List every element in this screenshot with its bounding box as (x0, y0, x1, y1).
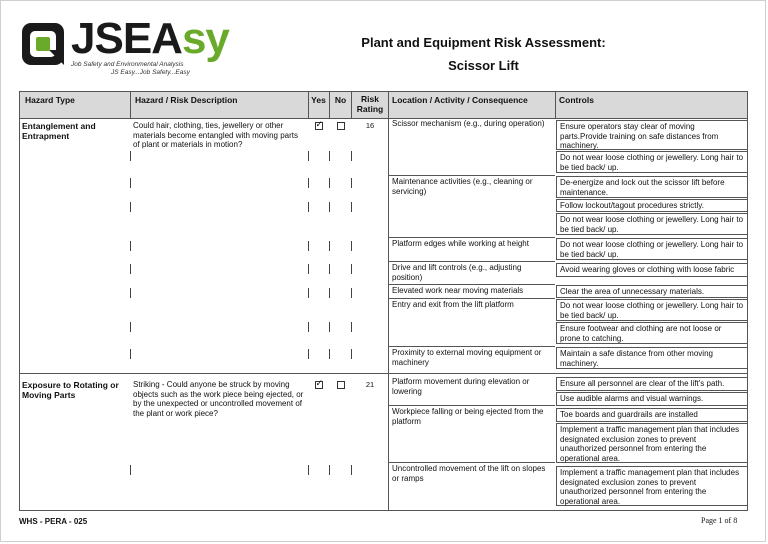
row-marker (308, 288, 309, 298)
header-no: No (334, 95, 347, 105)
column-divider (329, 92, 330, 118)
control-cell: Clear the area of unnecessary materials. (556, 285, 748, 298)
control-cell: Follow lockout/tagout procedures strictly. (556, 199, 748, 212)
row-marker (130, 202, 131, 212)
row-marker (130, 465, 131, 475)
control-cell: Do not wear loose clothing or jewellery. Long hair to be tied back/ up. (556, 213, 748, 235)
row-marker (351, 349, 352, 359)
risk-rating-rotating-parts: 21 (365, 380, 375, 389)
row-marker (130, 264, 131, 274)
document-code: WHS - PERA - 025 (19, 517, 88, 526)
document-title: Plant and Equipment Risk Assessment: (361, 35, 606, 50)
hazard-description-rotating-parts: Striking - Could anyone be struck by moving objects such as the work piece being ejected, or by the unexpected or uncontrolled movement of the plant or work piece? (133, 380, 304, 418)
column-divider (555, 92, 556, 118)
hazard-type-rotating-parts: Exposure to Rotating or Moving Parts (22, 380, 119, 400)
row-marker (351, 264, 352, 274)
risk-assessment-table (19, 91, 748, 511)
control-cell: Do not wear loose clothing or jewellery. Long hair to be tied back/ up. (556, 238, 748, 260)
row-marker (308, 178, 309, 188)
row-marker (351, 202, 352, 212)
location-cell: Scissor mechanism (e.g., during operation) (392, 119, 545, 128)
company-logo (19, 14, 229, 78)
row-marker (351, 241, 352, 251)
document-subtitle: Scissor Lift (448, 58, 519, 73)
control-cell: Use audible alarms and visual warnings. (556, 392, 748, 406)
row-marker (351, 288, 352, 298)
row-marker (351, 465, 352, 475)
row-marker (351, 322, 352, 332)
row-marker (130, 151, 131, 161)
location-cell: Uncontrolled movement of the lift on slopes or ramps (389, 462, 555, 510)
row-marker (329, 465, 330, 475)
row-marker (351, 178, 352, 188)
row-marker (329, 202, 330, 212)
location-cell: Maintenance activities (e.g., cleaning or servicing) (389, 175, 555, 237)
row-marker (308, 264, 309, 274)
logo-wordmark: JSEAsy (71, 14, 229, 63)
control-cell: Maintain a safe distance from other moving machinery. (556, 347, 748, 369)
row-marker (308, 151, 309, 161)
row-marker (308, 202, 309, 212)
header-hazard-type: Hazard Type (25, 95, 75, 105)
column-divider (130, 92, 131, 118)
header-controls: Controls (559, 95, 594, 105)
row-marker (329, 151, 330, 161)
header-risk-rating: Risk Rating (356, 94, 384, 114)
column-divider (308, 92, 309, 118)
column-divider (388, 92, 389, 118)
yes-checkbox-entanglement[interactable] (315, 122, 323, 130)
control-cell: Ensure operators stay clear of moving parts.Provide training on safe distances from machinery. (556, 120, 748, 150)
row-marker (329, 264, 330, 274)
row-marker (308, 322, 309, 332)
hazard-separator (20, 373, 747, 374)
logo-slogan: JS Easy...Job Safety...Easy (111, 69, 190, 76)
control-cell: Do not wear loose clothing or jewellery. Long hair to be tied back/ up. (556, 151, 748, 173)
row-marker (329, 288, 330, 298)
yes-checkbox-rotating-parts[interactable] (315, 381, 323, 389)
header-yes: Yes (311, 95, 326, 105)
row-marker (351, 151, 352, 161)
header-location: Location / Activity / Consequence (392, 95, 528, 105)
row-marker (130, 178, 131, 188)
column-divider (351, 92, 352, 118)
row-marker (130, 288, 131, 298)
control-cell: Toe boards and guardrails are installed (556, 408, 748, 422)
location-cell: Entry and exit from the lift platform (389, 298, 555, 346)
row-marker (130, 322, 131, 332)
control-cell: De-energize and lock out the scissor lift before maintenance. (556, 176, 748, 198)
risk-rating-entanglement: 16 (365, 121, 375, 130)
location-cell: Platform movement during elevation or lowering (392, 377, 530, 396)
location-cell: Elevated work near moving materials (389, 284, 555, 298)
control-cell: Avoid wearing gloves or clothing with loose fabric (556, 263, 748, 277)
control-cell: Implement a traffic management plan that includes designated exclusion zones to prevent unauthorized personnel from entering the operational area. (556, 423, 748, 463)
row-marker (308, 465, 309, 475)
control-cell: Ensure all personnel are clear of the lift's path. (556, 377, 748, 391)
no-checkbox-entanglement[interactable] (337, 122, 345, 130)
header-description: Hazard / Risk Description (135, 95, 238, 105)
jseasy-logo-icon (19, 20, 67, 68)
location-cell: Proximity to external moving equipment or machinery (389, 346, 555, 373)
control-cell: Implement a traffic management plan that includes designated exclusion zones to prevent unauthorized personnel from entering the operational area. (556, 466, 748, 506)
location-cell: Drive and lift controls (e.g., adjusting position) (389, 261, 555, 284)
control-cell: Do not wear loose clothing or jewellery. Long hair to be tied back/ up. (556, 299, 748, 321)
control-cell: Ensure footwear and clothing are not loose or prone to catching. (556, 322, 748, 344)
location-cell: Workpiece falling or being ejected from the platform (389, 405, 555, 462)
row-marker (329, 241, 330, 251)
row-marker (308, 349, 309, 359)
logo-tagline: Job Safety and Environmental Analysis (71, 61, 184, 68)
location-cell: Platform edges while working at height (389, 237, 555, 261)
row-marker (308, 241, 309, 251)
row-marker (130, 241, 131, 251)
row-marker (329, 178, 330, 188)
page-number: Page 1 of 8 (701, 516, 738, 525)
hazard-type-entanglement: Entanglement and Entrapment (22, 121, 96, 141)
row-marker (130, 349, 131, 359)
row-marker (329, 322, 330, 332)
hazard-description-entanglement: Could hair, clothing, ties, jewellery or other materials become entangled with moving parts of plant or materials in motion? (133, 121, 298, 149)
no-checkbox-rotating-parts[interactable] (337, 381, 345, 389)
row-marker (329, 349, 330, 359)
